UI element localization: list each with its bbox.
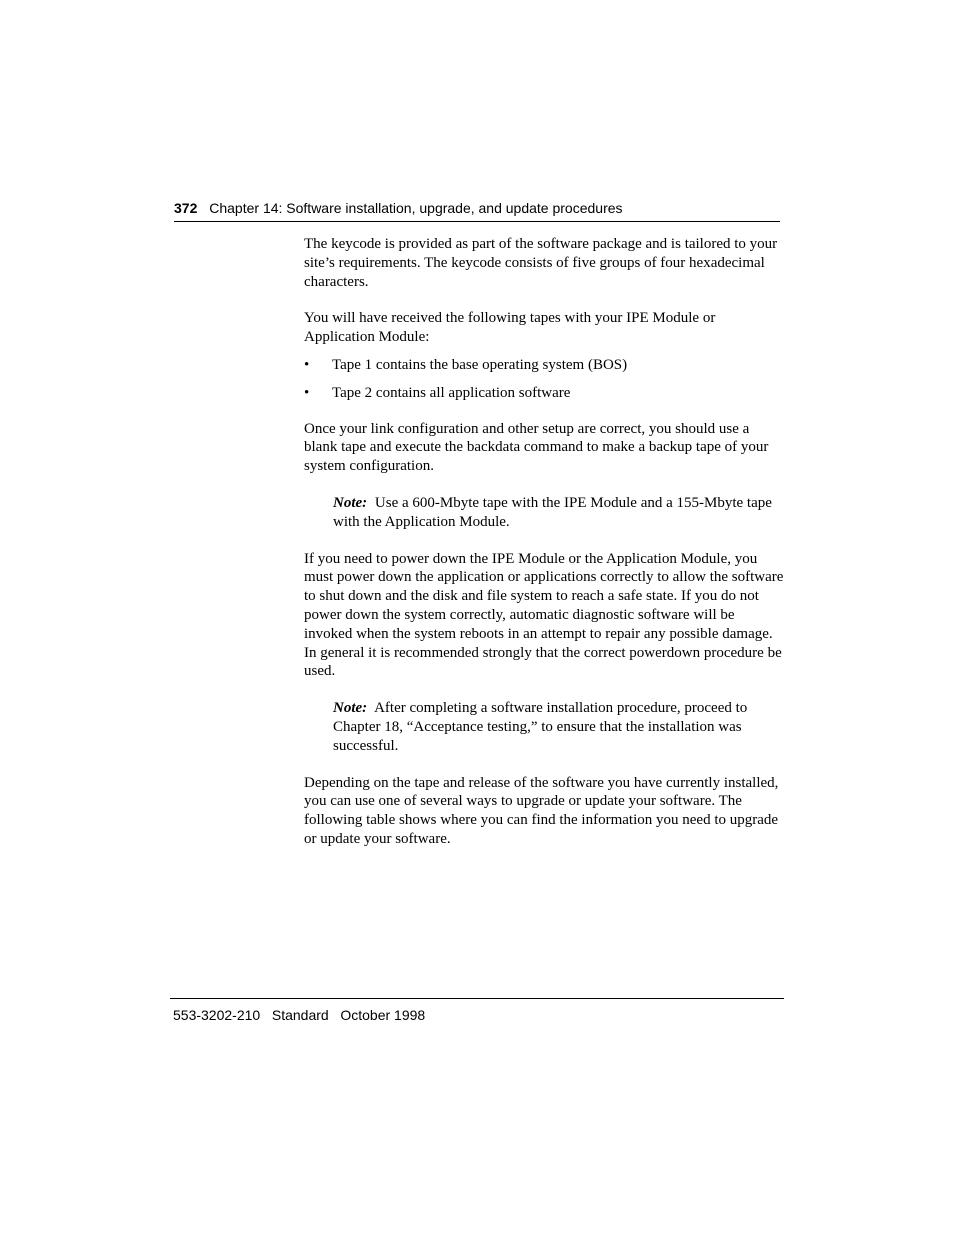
note-text: After completing a software installation procedure, proceed to Chapter 18, “Acceptance testing,” to ensure that the installation was successful. — [333, 700, 748, 754]
tape-list — [304, 356, 784, 403]
list-item — [304, 356, 784, 375]
bullet-icon: • — [304, 384, 310, 401]
list-item-text: Tape 1 contains the base operating system (BOS) — [332, 356, 628, 373]
paragraph-upgrade: Depending on the tape and release of the software you have currently installed, you can use one of several ways to upgrade or update your software. The following table shows where you can find the information you need to upgrade or update your software. — [304, 774, 779, 847]
footer-rule — [170, 998, 784, 999]
paragraph-tapes-intro: You will have received the following tapes with your IPE Module or Application Module: — [304, 310, 716, 346]
paragraph-power-down: If you need to power down the IPE Module or the Application Module, you must power down the application or applications correctly to allow the software to shut down and the disk and file system to reach a safe state. If you do not power down the system correctly, automatic diagnostic software will be invoked when the system reboots in an attempt to repair any possible damage. In general it is recommended strongly that the correct powerdown procedure be used. — [304, 550, 784, 680]
note-acceptance — [333, 699, 774, 755]
note-label: Note: — [333, 494, 368, 511]
page-header — [174, 200, 780, 217]
list-item-text: Tape 2 contains all application software — [332, 384, 571, 401]
chapter-title: Chapter 14: Software installation, upgrade, and update procedures — [209, 200, 623, 216]
list-item — [304, 384, 784, 403]
body-text — [304, 235, 784, 849]
note-label: Note: — [333, 700, 368, 717]
paragraph-keycode: The keycode is provided as part of the software package and is tailored to your site’s requirements. The keycode consists of five groups of four hexadecimal characters. — [304, 236, 778, 290]
page-footer: 553-3202-210 Standard October 1998 — [173, 1007, 426, 1023]
note-text: Use a 600-Mbyte tape with the IPE Module and a 155-Mbyte tape with the Application Module. — [333, 494, 772, 530]
note-tape-size — [333, 494, 774, 532]
bullet-icon: • — [304, 356, 310, 373]
header-rule — [174, 221, 780, 222]
paragraph-backup: Once your link configuration and other setup are correct, you should use a blank tape and execute the backdata command to make a backup tape of your system configuration. — [304, 420, 769, 475]
page-number: 372 — [174, 200, 198, 216]
